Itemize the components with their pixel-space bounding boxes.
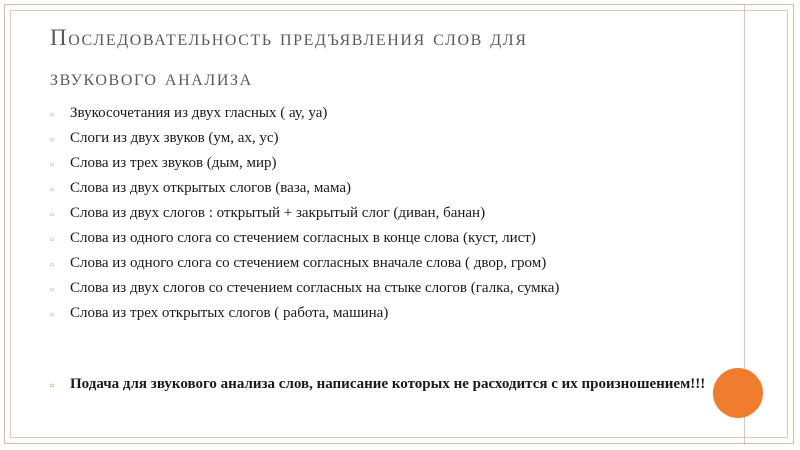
decorative-circle [713, 368, 763, 418]
list-item [50, 255, 710, 272]
square-bullet-icon: ▫ [50, 378, 55, 392]
square-bullet-icon: ▫ [50, 159, 54, 171]
square-bullet-icon: ▫ [50, 284, 54, 296]
list-item-text: Слова из трех звуков (дым, мир) [70, 155, 277, 171]
list-item [50, 205, 710, 222]
list-item-text: Слова из двух слогов : открытый + закрытый слог (диван, банан) [70, 205, 486, 221]
list-item-text: Звукосочетания из двух гласных ( ау, уа) [70, 105, 328, 121]
slide-title-line-2: звукового анализа [50, 65, 253, 90]
list-item [50, 180, 710, 197]
square-bullet-icon: ▫ [50, 134, 54, 146]
list-item-text: Слова из трех открытых слогов ( работа, машина) [70, 305, 389, 321]
list-item-text: Слоги из двух звуков (ум, ах, ус) [70, 130, 279, 146]
list-item [50, 280, 710, 297]
emphasis-note [50, 376, 710, 393]
list-item [50, 130, 710, 147]
emphasis-note-text: Подача для звукового анализа слов, написание которых не расходится с их произношением!!! [70, 376, 706, 392]
list-item [50, 305, 710, 322]
list-item-text: Слова из одного слога со стечением согласных вначале слова ( двор, гром) [70, 255, 547, 271]
square-bullet-icon: ▫ [50, 184, 54, 196]
list-item [50, 105, 710, 122]
list-item [50, 230, 710, 247]
square-bullet-icon: ▫ [50, 259, 54, 271]
square-bullet-icon: ▫ [50, 234, 54, 246]
list-item-text: Слова из двух слогов со стечением согласных на стыке слогов (галка, сумка) [70, 280, 560, 296]
slide-title [50, 18, 700, 98]
list-item-text: Слова из двух открытых слогов (ваза, мама) [70, 180, 352, 196]
list-item-text: Слова из одного слога со стечением согласных в конце слова (куст, лист) [70, 230, 536, 246]
slide-title-line-1: Последовательность предъявления слов для [50, 25, 528, 50]
list-item [50, 155, 710, 172]
bullet-list [50, 105, 710, 330]
square-bullet-icon: ▫ [50, 309, 54, 321]
square-bullet-icon: ▫ [50, 109, 54, 121]
square-bullet-icon: ▫ [50, 209, 54, 221]
